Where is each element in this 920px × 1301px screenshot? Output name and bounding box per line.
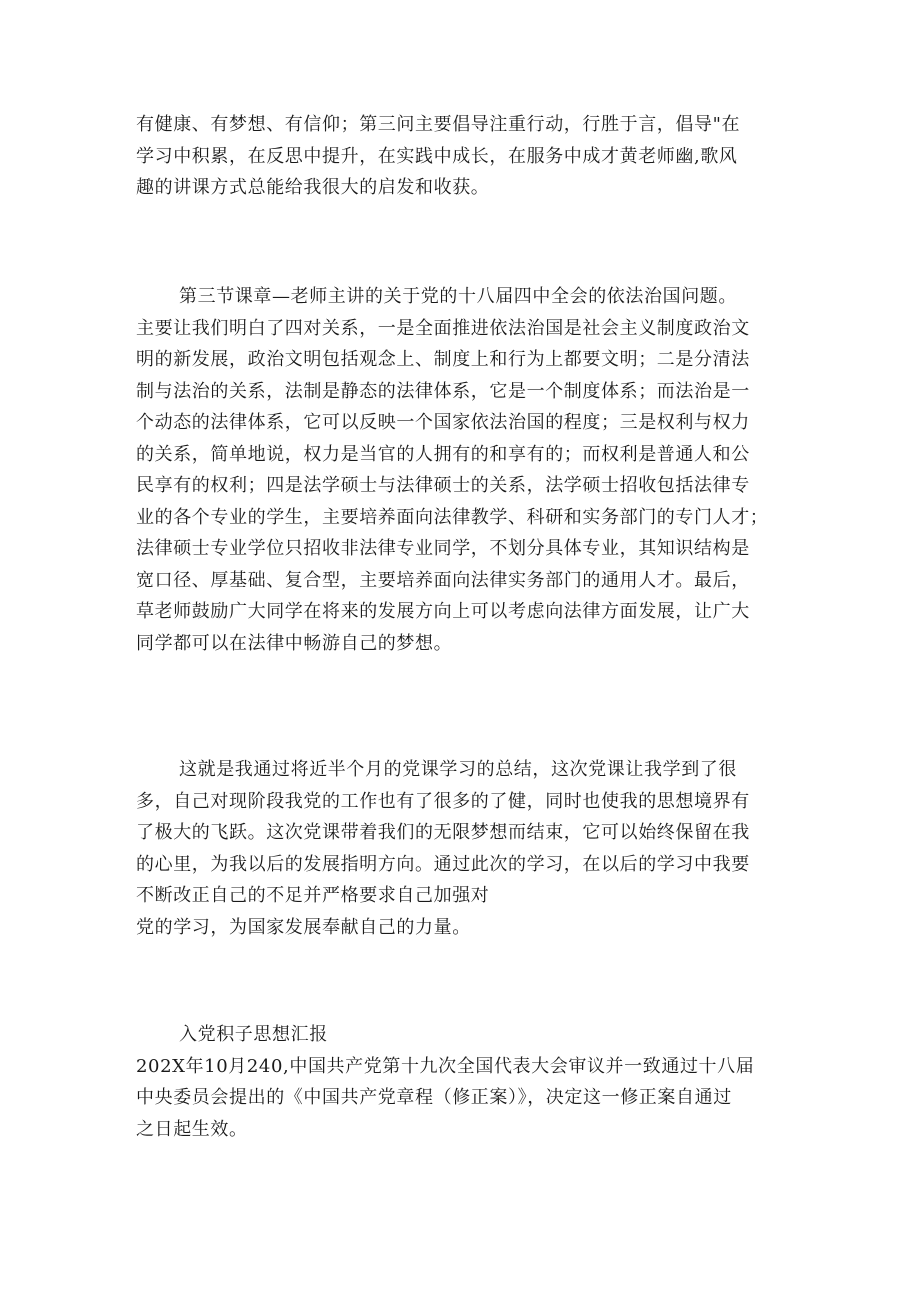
text-line: 草老师鼓励广大同学在将来的发展方向上可以考虑向法律方面发展，让广大 (136, 601, 750, 622)
text-line: 中央委员会提出的《中国共产党章程（修正案）》，决定这一修正案自通过 (136, 1087, 732, 1108)
text-line: 法律硕士专业学位只招收非法律专业同学，不划分具体专业，其知识结构是 (136, 538, 750, 559)
text-line: 个动态的法律体系，它可以反映一个国家依法治国的程度；三是权利与权力 (136, 412, 750, 433)
text-line: 学习中积累，在反思中提升，在实践中成长，在服务中成才黄老师幽,歌风 (136, 145, 738, 167)
text-line: 202X年10月240,中国共产党第十九次全国代表大会审议并一致通过十八届 (136, 1055, 755, 1077)
text-line: 宽口径、厚基础、复合型，主要培养面向法律实务部门的通用人才。最后， (136, 569, 750, 591)
text-line: 的心里，为我以后的发展指明方向。通过此次的学习，在以后的学习中我要 (136, 853, 750, 875)
text-line: 制与法治的关系，法制是静态的法律体系，它是一个制度体系；而法治是一 (136, 380, 750, 402)
text-line: 的关系，简单地说，权力是当官的人拥有的和享有的；而权利是普通人和公 (136, 443, 750, 465)
text-line: 之日起生效。 (136, 1118, 248, 1140)
text-line: 民享有的权利；四是法学硕士与法律硕士的关系，法学硕士招收包括法律专 (136, 475, 750, 496)
paragraph-3 (136, 754, 796, 943)
text-line: 党的学习，为国家发展奉献自己的力量。 (136, 916, 471, 938)
text-line: 了极大的飞跃。这次党课带着我们的无限梦想而结束，它可以始终保留在我 (136, 822, 750, 843)
text-line: 这就是我通过将近半个月的党课学习的总结，这次党课让我学到了很 (179, 759, 737, 780)
text-line: 明的新发展，政治文明包括观念上、制度上和行为上都要文明；二是分清法 (136, 349, 750, 370)
paragraph-1 (136, 109, 796, 204)
section-heading: 入党积子思想汇报 (179, 1024, 328, 1045)
text-line: 主要让我们明白了四对关系，一是全面推进依法治国是社会主义制度政治文 (136, 317, 750, 339)
text-line: 同学都可以在法律中畅游自己的梦想。 (136, 632, 453, 654)
text-line: 第三节课章—老师主讲的关于党的十八届四中全会的依法治国问题。 (179, 286, 737, 307)
text-line: 有健康、有梦想、有信仰；第三问主要倡导注重行动，行胜于言，倡导"在 (136, 114, 741, 135)
paragraph-4 (136, 1019, 796, 1145)
paragraph-2 (136, 281, 796, 659)
text-line: 不断改正自己的不足并严格要求自己加强对 (136, 885, 490, 906)
text-line: 业的各个专业的学生，主要培养面向法律教学、科研和实务部门的专门人才； (136, 506, 769, 528)
text-line: 多，自己对现阶段我党的工作也有了很多的了健，同时也使我的思想境界有 (136, 790, 750, 812)
text-line: 趣的讲课方式总能给我很大的启发和收获。 (136, 177, 490, 198)
